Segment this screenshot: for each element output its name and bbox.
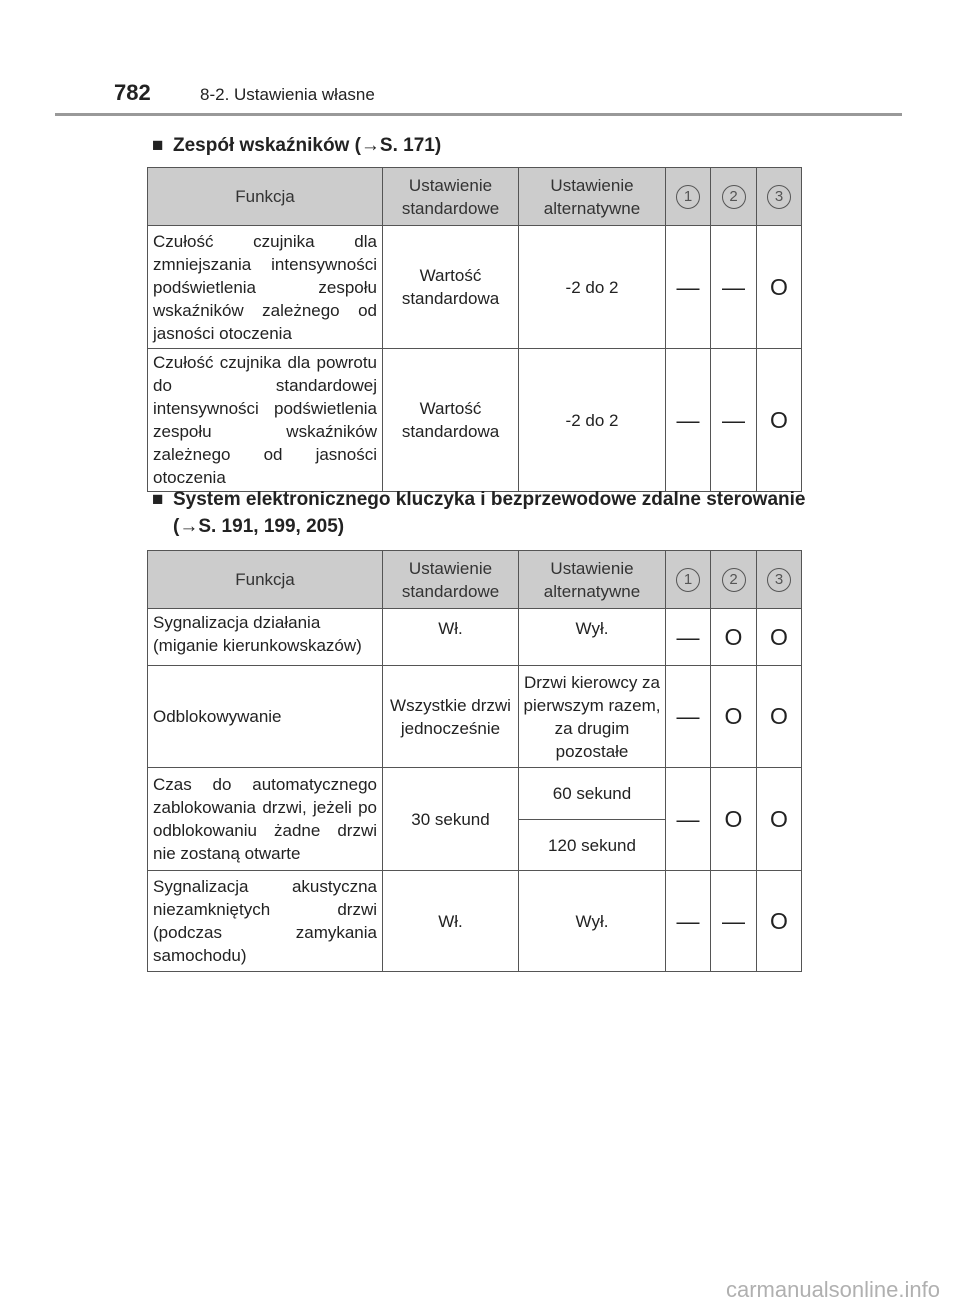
header-function: Funkcja bbox=[148, 551, 383, 609]
running-header: 8-2. Ustawienia własne bbox=[200, 85, 375, 104]
alternative-cell: Wył. bbox=[519, 871, 666, 972]
function-cell: Czułość czujnika dla zmniejszania intensywności podświetlenia zespołu wskaźników zależnego od jasności otoczenia bbox=[148, 226, 383, 349]
function-cell: Sygnalizacja działania (miganie kierunkowskazów) bbox=[148, 609, 383, 666]
header-column-3 bbox=[757, 168, 802, 226]
section-heading-smart-key bbox=[152, 486, 812, 540]
mark-cell-1: — bbox=[666, 768, 711, 871]
header-rule bbox=[55, 113, 902, 116]
alternative-cell: -2 do 2 bbox=[519, 349, 666, 492]
section-title: Zespół wskaźników (→S. 171) bbox=[173, 135, 442, 156]
alternative-cell: 60 sekund bbox=[519, 768, 666, 820]
section-bullet: ■ bbox=[152, 135, 164, 156]
mark-cell-2: — bbox=[711, 226, 757, 349]
mark-cell-1: — bbox=[666, 871, 711, 972]
circled-number-3: 3 bbox=[767, 185, 791, 209]
function-cell: Czas do automatycznego zablokowania drzwi, jeżeli po odblokowaniu żadne drzwi nie zostaną otwarte bbox=[148, 768, 383, 871]
alternative-cell: 120 sekund bbox=[519, 820, 666, 871]
alternative-cell: -2 do 2 bbox=[519, 226, 666, 349]
mark-cell-2: — bbox=[711, 871, 757, 972]
header-function: Funkcja bbox=[148, 168, 383, 226]
circled-number-1: 1 bbox=[676, 185, 700, 209]
header-column-3 bbox=[757, 551, 802, 609]
mark-cell-3: O bbox=[757, 666, 802, 768]
table-row bbox=[148, 666, 802, 768]
mark-cell-2: — bbox=[711, 349, 757, 492]
section-heading-instrument-cluster bbox=[152, 132, 802, 159]
alternative-cell: Wył. bbox=[519, 609, 666, 666]
function-cell: Czułość czujnika dla powrotu do standardowej intensywności podświetlenia zespołu wskaźników zależnego od jasności otoczenia bbox=[148, 349, 383, 492]
function-cell: Sygnalizacja akustyczna niezamkniętych drzwi (podczas zamykania samochodu) bbox=[148, 871, 383, 972]
circled-number-2: 2 bbox=[722, 568, 746, 592]
mark-cell-2: O bbox=[711, 609, 757, 666]
circled-number-2: 2 bbox=[722, 185, 746, 209]
header-column-1 bbox=[666, 168, 711, 226]
mark-cell-2: O bbox=[711, 666, 757, 768]
table-row bbox=[148, 768, 802, 820]
circled-number-1: 1 bbox=[676, 568, 700, 592]
circled-number-3: 3 bbox=[767, 568, 791, 592]
mark-cell-3: O bbox=[757, 609, 802, 666]
default-cell: Wartość standardowa bbox=[383, 226, 519, 349]
header-default: Ustawienie standardowe bbox=[383, 551, 519, 609]
header-column-1 bbox=[666, 551, 711, 609]
table-row bbox=[148, 226, 802, 349]
header-alternative: Ustawienie alternatywne bbox=[519, 168, 666, 226]
alternative-cell: Drzwi kierowcy za pierwszym razem, za drugim pozostałe bbox=[519, 666, 666, 768]
table-row bbox=[148, 871, 802, 972]
page-number: 782 bbox=[114, 80, 151, 105]
settings-table-instrument-cluster bbox=[147, 167, 802, 492]
header-column-2 bbox=[711, 168, 757, 226]
default-cell: Wł. bbox=[383, 871, 519, 972]
mark-cell-1: — bbox=[666, 226, 711, 349]
function-cell: Odblokowywanie bbox=[148, 666, 383, 768]
mark-cell-1: — bbox=[666, 666, 711, 768]
settings-table-smart-key bbox=[147, 550, 802, 972]
mark-cell-3: O bbox=[757, 768, 802, 871]
section-bullet: ■ bbox=[152, 489, 164, 510]
table-row bbox=[148, 609, 802, 666]
mark-cell-3: O bbox=[757, 226, 802, 349]
header-default: Ustawienie standardowe bbox=[383, 168, 519, 226]
mark-cell-3: O bbox=[757, 871, 802, 972]
mark-cell-2: O bbox=[711, 768, 757, 871]
default-cell: Wł. bbox=[383, 609, 519, 666]
default-cell: 30 sekund bbox=[383, 768, 519, 871]
default-cell: Wartość standardowa bbox=[383, 349, 519, 492]
watermark: carmanualsonline.info bbox=[725, 1277, 940, 1302]
section-title: System elektronicznego kluczyka i bezprzewodowe zdalne sterowanie (→S. 191, 199, 205) bbox=[173, 489, 806, 537]
mark-cell-3: O bbox=[757, 349, 802, 492]
mark-cell-1: — bbox=[666, 609, 711, 666]
header-column-2 bbox=[711, 551, 757, 609]
header-alternative: Ustawienie alternatywne bbox=[519, 551, 666, 609]
table-row bbox=[148, 349, 802, 492]
default-cell: Wszystkie drzwi jednocześnie bbox=[383, 666, 519, 768]
mark-cell-1: — bbox=[666, 349, 711, 492]
